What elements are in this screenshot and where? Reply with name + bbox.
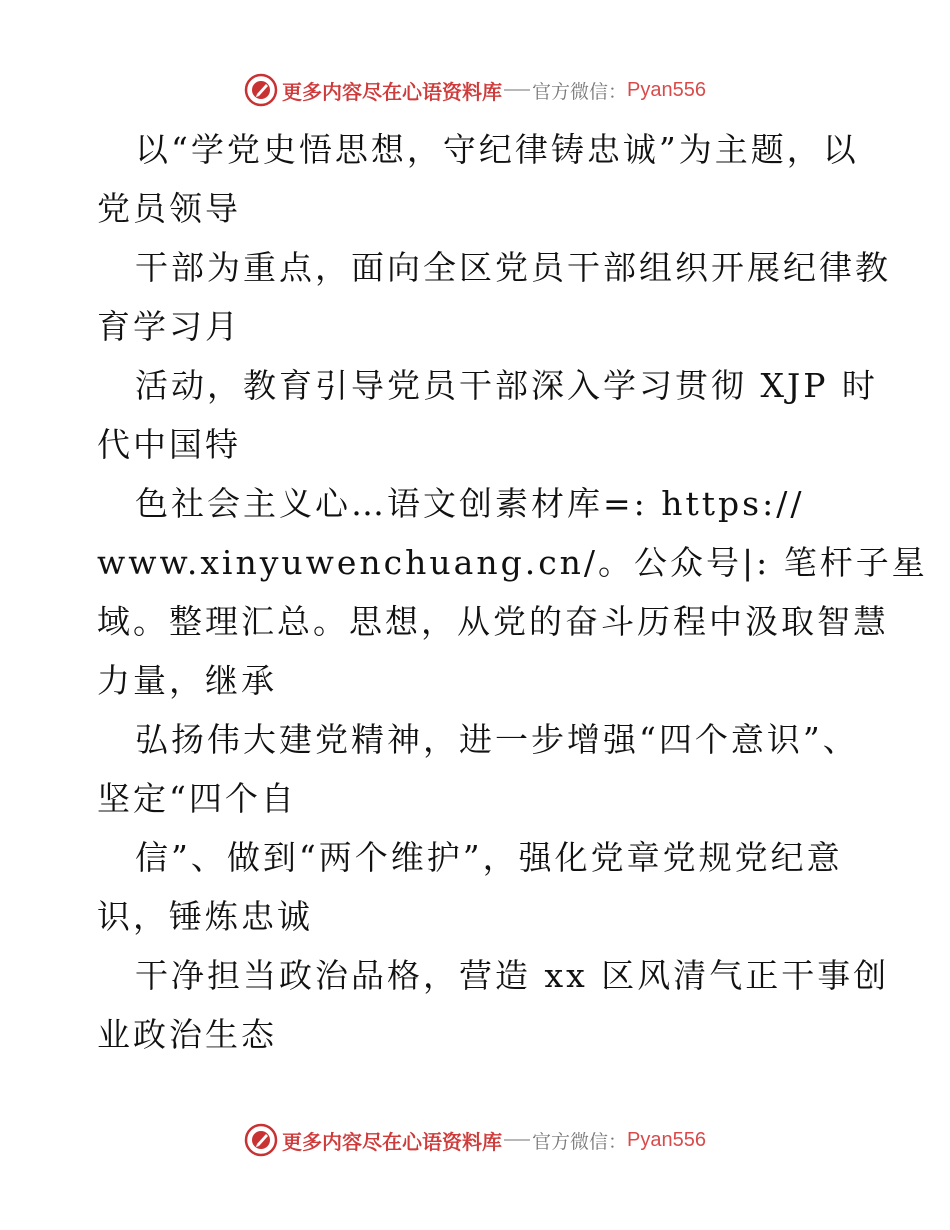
text-line: 以“学党史悟思想，守纪律铸忠诚”为主题，以 (135, 130, 859, 169)
banner-wechat-label: 官方微信： (532, 80, 628, 103)
footer-banner (0, 1120, 950, 1160)
text-line: 弘扬伟大建党精神，进一步增强“四个意识”、 (135, 720, 859, 759)
banner-title: 更多内容尽在心语资料库 (282, 1129, 502, 1154)
text-line: www.xinyuwenchuang.cn/。公众号|: 笔杆子星 (97, 543, 928, 582)
text-line: 代中国特 (97, 425, 241, 464)
text-line: 育学习月 (97, 307, 241, 346)
banner-dash (504, 89, 530, 91)
banner-wechat-id: Pyan556 (627, 1128, 706, 1151)
logo-icon (244, 73, 278, 107)
text-line: 色社会主义心…语文创素材库=: https:// (135, 484, 805, 523)
text-line: 识，锤炼忠诚 (97, 897, 313, 936)
banner-dash (504, 1139, 530, 1141)
text-line: 党员领导 (97, 189, 241, 228)
text-line: 力量，继承 (97, 661, 277, 700)
text-line: 活动，教育引导党员干部深入学习贯彻 XJP 时 (135, 366, 878, 405)
text-line: 业政治生态 (97, 1015, 277, 1054)
text-line: 信”、做到“两个维护”，强化党章党规党纪意 (135, 838, 843, 877)
text-line: 坚定“四个自 (97, 779, 297, 818)
header-banner (0, 70, 950, 110)
logo-icon (244, 1123, 278, 1157)
banner-wechat-label: 官方微信： (532, 1130, 628, 1153)
document-body (97, 120, 928, 1064)
banner-title: 更多内容尽在心语资料库 (282, 79, 502, 104)
text-line: 域。整理汇总。思想，从党的奋斗历程中汲取智慧 (97, 602, 889, 641)
text-line: 干净担当政治品格，营造 xx 区风清气正干事创 (135, 956, 890, 995)
text-line: 干部为重点，面向全区党员干部组织开展纪律教 (135, 248, 891, 287)
banner-wechat-id: Pyan556 (627, 78, 706, 101)
